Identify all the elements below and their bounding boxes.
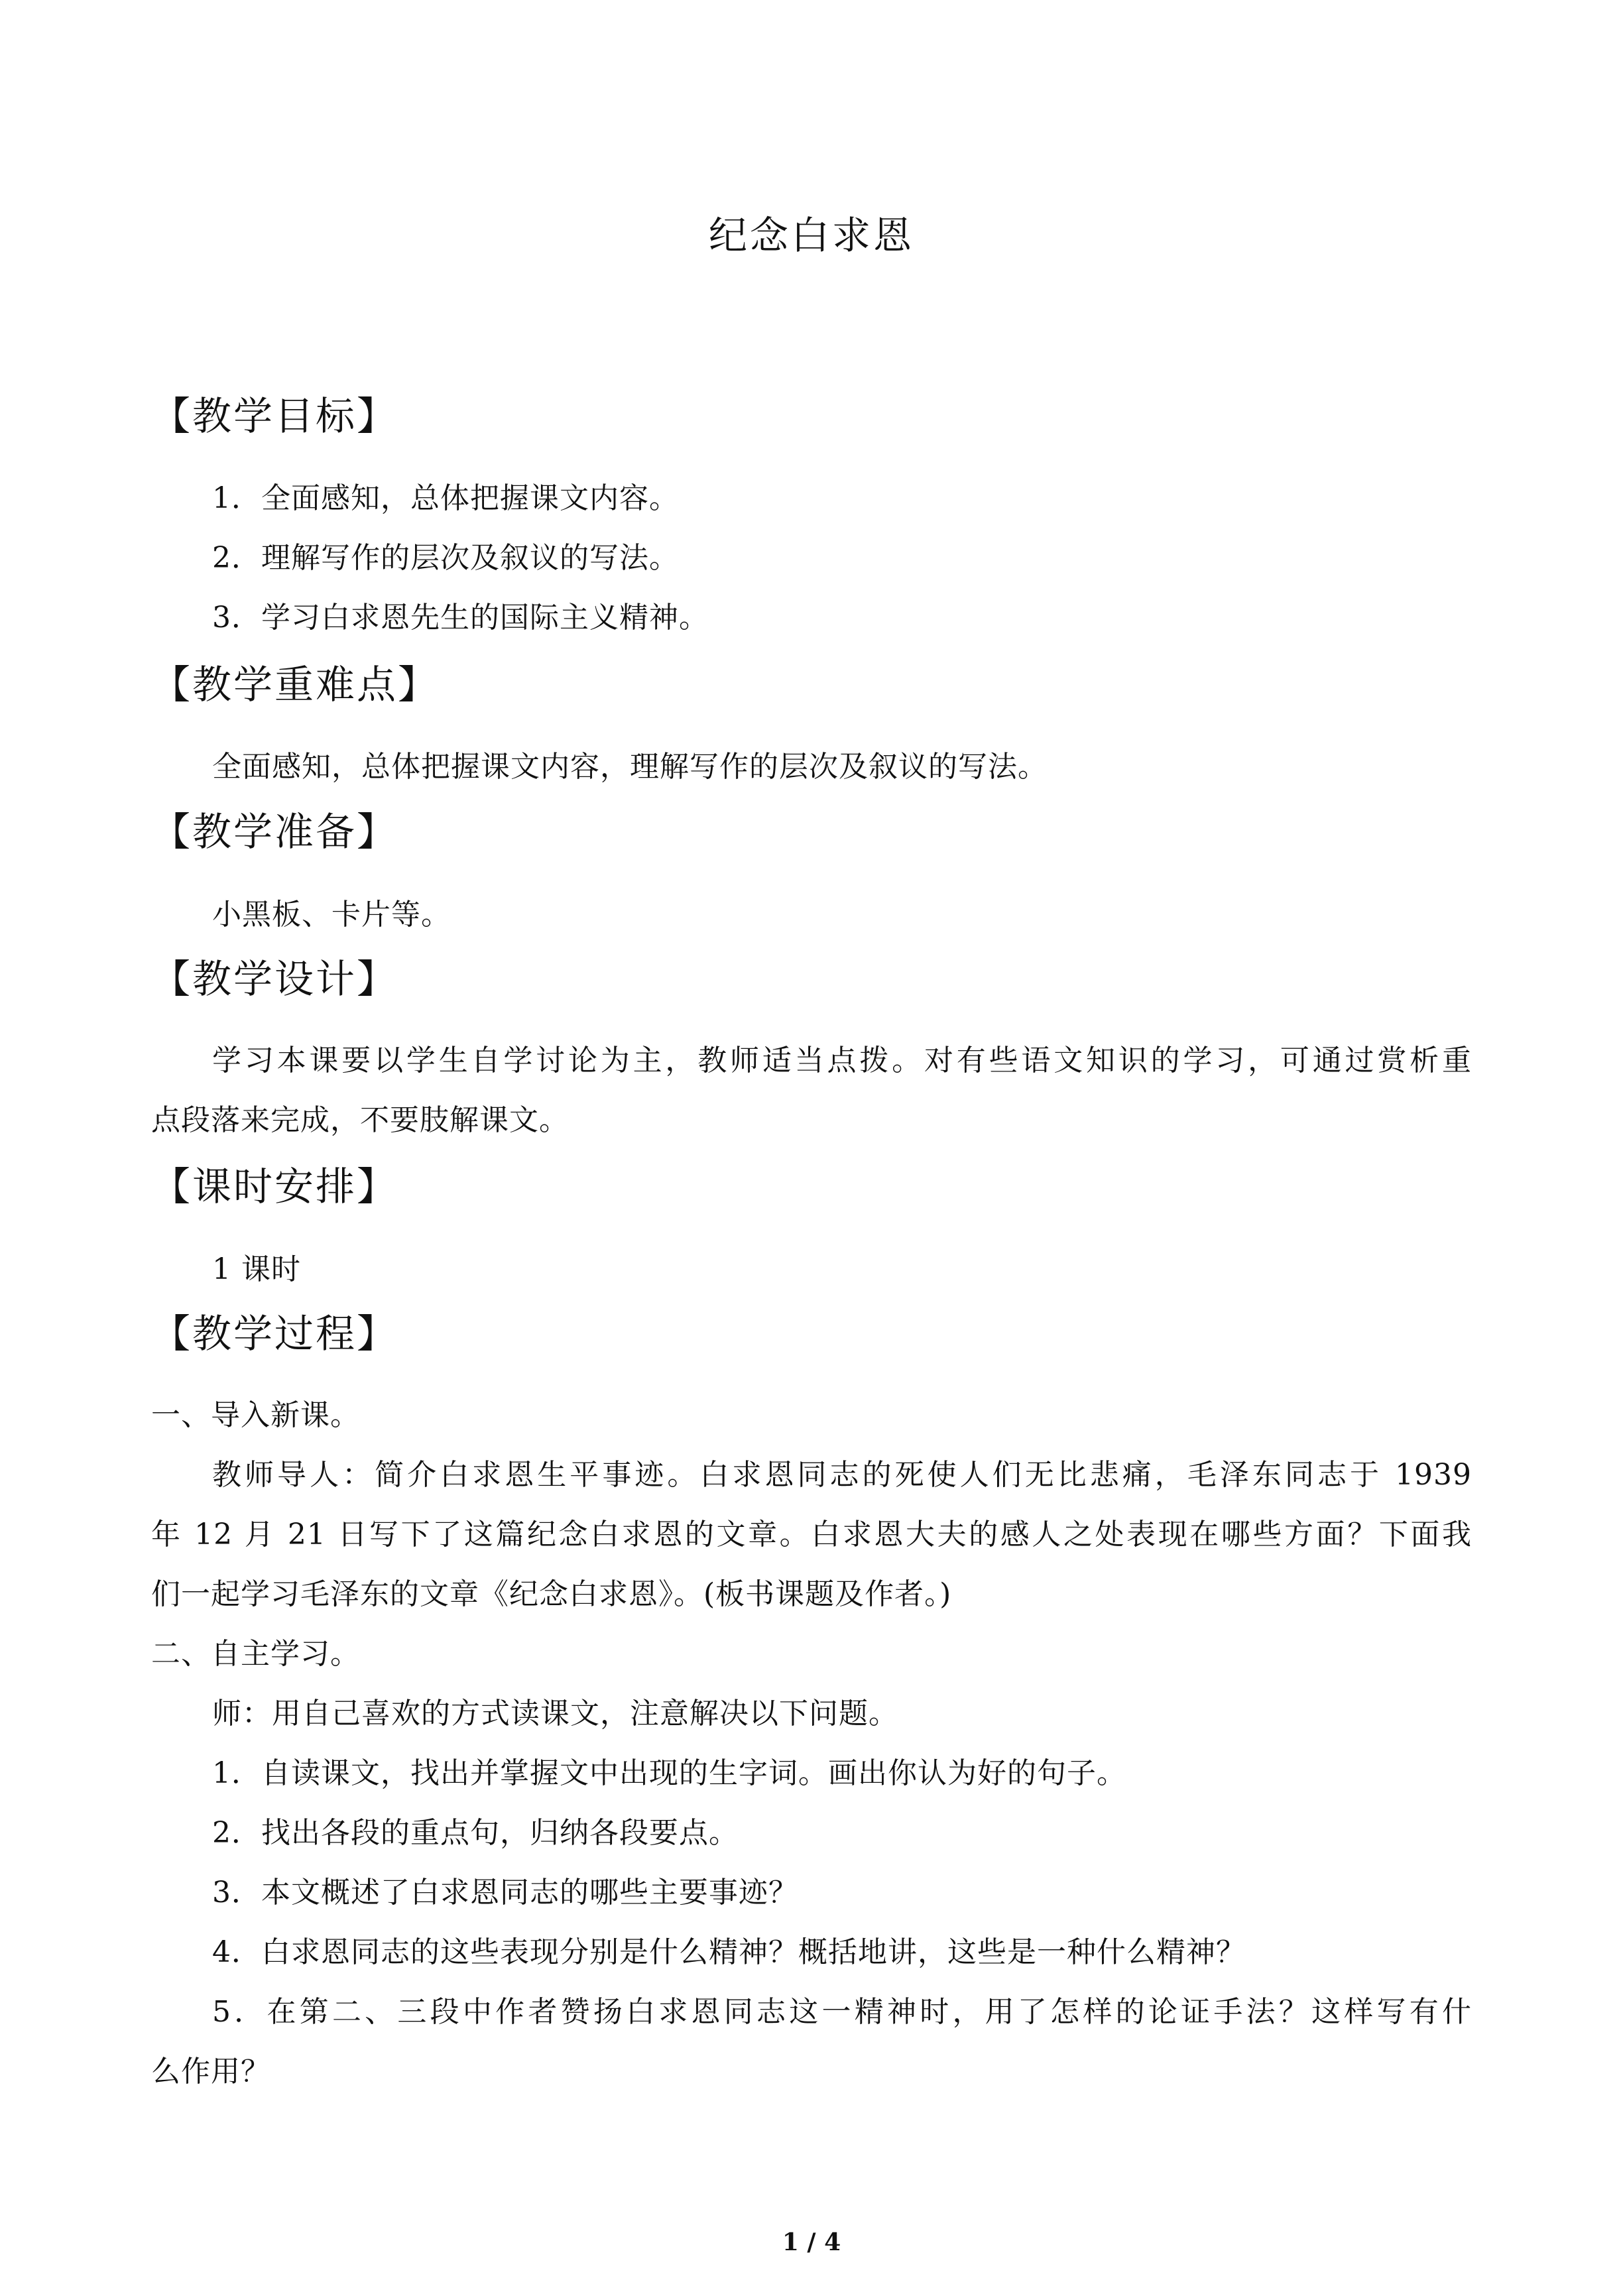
preparation-text: 小黑板、卡片等。 bbox=[212, 898, 451, 932]
question-2: 2．找出各段的重点句，归纳各段要点。 bbox=[212, 1816, 739, 1850]
process-step-2-title: 二、自主学习。 bbox=[151, 1637, 360, 1671]
question-5-line-1: 5．在第二、三段中作者赞扬白求恩同志这一精神时，用了怎样的论证手法？这样写有什 bbox=[212, 1995, 1472, 2029]
question-5-line-2: 么作用？ bbox=[151, 2055, 270, 2088]
process-step-1-line-2: 年 12 月 21 日写下了这篇纪念白求恩的文章。白求恩大夫的感人之处表现在哪些方面？下面我 bbox=[151, 1518, 1472, 1551]
process-step-1-title: 一、导入新课。 bbox=[151, 1398, 360, 1432]
design-text-line-1: 学习本课要以学生自学讨论为主，教师适当点拨。对有些语文知识的学习，可通过赏析重 bbox=[212, 1044, 1472, 1077]
heading-design: 【教学设计】 bbox=[151, 956, 398, 1002]
question-3: 3．本文概述了白求恩同志的哪些主要事迹？ bbox=[212, 1876, 798, 1909]
objective-item-3: 3．学习白求恩先生的国际主义精神。 bbox=[212, 601, 709, 634]
heading-key-points: 【教学重难点】 bbox=[151, 662, 440, 707]
heading-process: 【教学过程】 bbox=[151, 1311, 398, 1357]
objective-item-2: 2．理解写作的层次及叙议的写法。 bbox=[212, 541, 679, 575]
objective-item-1: 1．全面感知，总体把握课文内容。 bbox=[212, 481, 679, 515]
page-number: 1 / 4 bbox=[782, 2228, 841, 2256]
page-title: 纪念白求恩 bbox=[708, 213, 914, 258]
process-step-1-line-3: 们一起学习毛泽东的文章《纪念白求恩》。(板书课题及作者。) bbox=[151, 1577, 952, 1611]
question-1: 1．自读课文，找出并掌握文中出现的生字词。画出你认为好的句子。 bbox=[212, 1756, 1126, 1790]
process-step-1-line-1: 教师导人：简介白求恩生平事迹。白求恩同志的死使人们无比悲痛，毛泽东同志于 1939 bbox=[212, 1458, 1472, 1492]
heading-schedule: 【课时安排】 bbox=[151, 1164, 398, 1209]
key-points-text: 全面感知，总体把握课文内容，理解写作的层次及叙议的写法。 bbox=[212, 750, 1048, 784]
design-text-line-2: 点段落来完成，不要肢解课文。 bbox=[151, 1103, 569, 1137]
schedule-text: 1 课时 bbox=[212, 1252, 301, 1286]
heading-preparation: 【教学准备】 bbox=[151, 809, 398, 855]
question-4: 4．白求恩同志的这些表现分别是什么精神？概括地讲，这些是一种什么精神？ bbox=[212, 1935, 1246, 1969]
heading-objectives: 【教学目标】 bbox=[151, 393, 398, 439]
process-step-2-intro: 师：用自己喜欢的方式读课文，注意解决以下问题。 bbox=[212, 1697, 898, 1730]
